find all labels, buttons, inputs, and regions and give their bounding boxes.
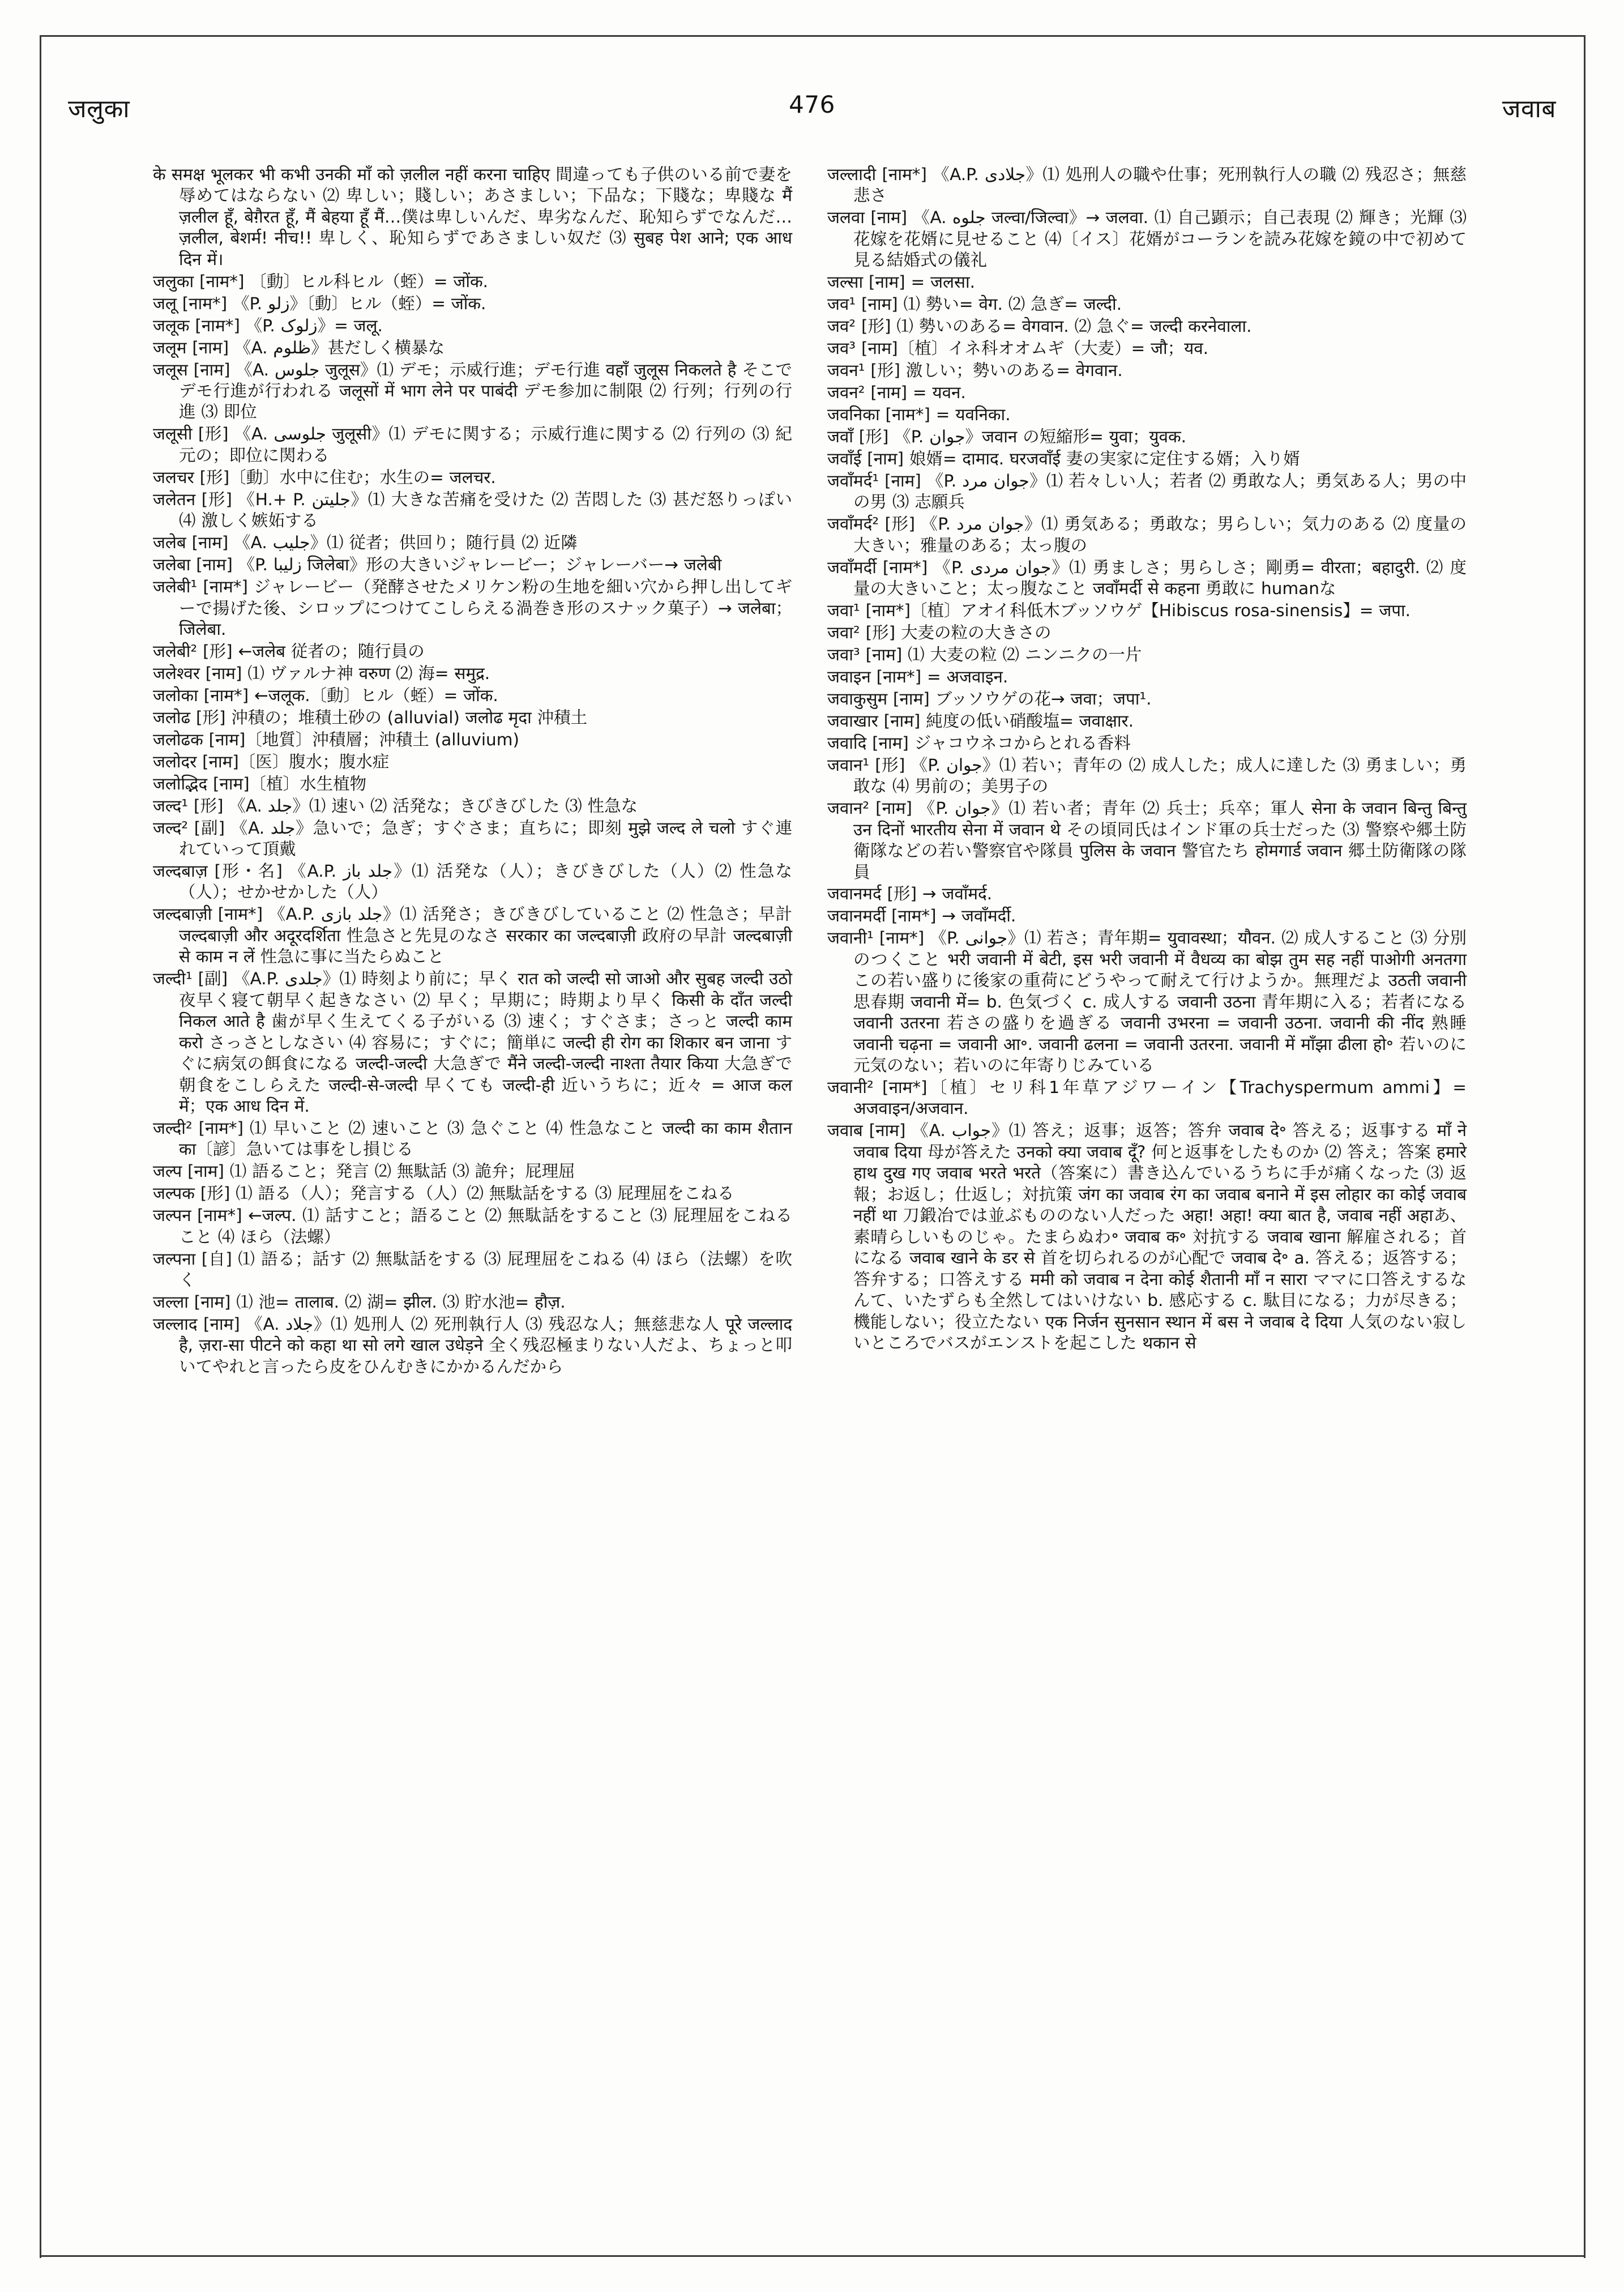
entry: जवा¹ [नाम*]〔植〕アオイ科低木ブッソウゲ【Hibiscus rosa-sinensis】= जपा. — [827, 601, 1411, 621]
entry: जल्पना [自] ⑴ 語る；話す ⑵ 無駄話をする ⑶ 屁理屈をこねる ⑷ ほら（法螺）を吹く — [153, 1249, 792, 1290]
entry: जल्लादी [नाम*] 《A.P. جلادی》⑴ 処刑人の職や仕事；死刑執行人の職 ⑵ 残忍さ；無慈悲さ — [827, 165, 1467, 206]
entry: जलचर [形]〔動〕水中に住む；水生の= जलचर. — [153, 467, 496, 487]
entry: जल्दबाज़ [形・名] 《A.P. جلد باز》⑴ 活発な（人）；きびきびした（人）⑵ 性急な（人）；せかせかした（人） — [153, 861, 792, 902]
entry: जवानमर्दी [नाम*] → जवाँमर्दी. — [827, 906, 1016, 926]
entry: जवाँ [形] 《P. جوان》जवान の短縮形= युवा；युवक. — [827, 426, 1186, 446]
entry: जवन¹ [形] 激しい；勢いのある= वेगवान. — [827, 361, 1123, 381]
entry: जलोढक [नाम]〔地質〕沖積層；沖積土 (alluvium) — [153, 729, 519, 749]
entry: जवानमर्द [形] → जवाँमर्द. — [827, 884, 993, 904]
entry: जलोका [नाम*] ←जलूक.〔動〕ヒル（蛭）= जोंक. — [153, 685, 498, 705]
entry: जलूसी [形] 《A. جلوسی जुलूसी》⑴ デモに関する；示威行進に関する ⑵ 行列の ⑶ 紀元の；即位に関わる — [153, 424, 792, 465]
entry: जलुका [नाम*] 〔動〕ヒル科ヒル（蛭）= जोंक. — [153, 271, 489, 291]
entry: जलूक [नाम*] 《P. زلوک》= जलू. — [153, 315, 383, 335]
running-head-left: जलुका — [68, 95, 130, 123]
entry: जलेतन [形] 《H.+ P. جلیتن》⑴ 大きな苦痛を受けた ⑵ 苦悶した ⑶ 甚だ怒りっぽい ⑷ 激しく嫉妬する — [153, 489, 793, 531]
entry: जवा² [形] 大麦の粒の大きさの — [827, 623, 1052, 643]
column-right — [827, 164, 1467, 1378]
running-head-right: जवाब — [1502, 95, 1556, 123]
entry: जवान¹ [形] 《P. جوان》⑴ 若い；青年の ⑵ 成人した；成人に達した ⑶ 勇ましい；勇敢な ⑷ 男前の；美男子の — [827, 755, 1467, 796]
entry: जल्सा [नाम] = जलसा. — [827, 272, 976, 292]
entry: के समक्ष भूलकर भी कभी उनकी माँ को ज़लील नहीं करना चाहिए 間違っても子供のいる前で妻を辱めてはならない ⑵ 卑しい；賤しい；あさましい；下品な；下賤な；卑賤な मैं ज़लील हूँ, बेग़ैरत हूँ, मैं बेहया हूँ मैं…僕は卑しいんだ、卑劣なんだ、恥知らずでなんだ… ज़लील, बेशर्म! नीच!! 卑しく、恥知らずであさましい奴だ ⑶ सुबह पेश आने; एक आध दिन में। — [153, 165, 792, 269]
running-head — [68, 91, 1556, 130]
entry: जलोद्भिद [नाम]〔植〕水生植物 — [153, 774, 367, 793]
entry: जवा³ [नाम] ⑴ 大麦の粒 ⑵ ニンニクの一片 — [827, 645, 1142, 664]
entry: जलूस [नाम] 《A. جلوس जुलूस》⑴ デモ；示威行進；デモ行進 वहाँ जुलूस निकलते है そこでデモ行進が行われる जलूसों में भाग लेने पर पाबंदी デモ参加に制限 ⑵ 行列；行列の行進 ⑶ 即位 — [153, 360, 792, 422]
entry: जल्पन [नाम*] ←जल्प. ⑴ 話すこと；語ること ⑵ 無駄話をすること ⑶ 屁理屈をこねること ⑷ ほら（法螺） — [153, 1206, 792, 1247]
entry: जल्दबाज़ी [नाम*] 《A.P. جلد بازی》⑴ 活発さ；きびきびしていること ⑵ 性急さ；早計 जल्दबाज़ी और अदूरदर्शिता 性急さと先見のなさ सरकार का जल्दबाज़ी 政府の早計 जल्दबाज़ी से काम न लें 性急に事に当たらぬこと — [153, 904, 792, 967]
page-border-right — [1584, 35, 1585, 2258]
entry: जवाकुसुम [नाम] ブッソウゲの花→ जवा；जपा¹. — [827, 689, 1152, 708]
entry: जवाब [नाम] 《A. جواب》⑴ 答え；返事；返答；答弁 जवाब दे॰ 答える；返事する माँ ने जवाब दिया 母が答えた उनको क्या जवाब दूँ? 何と返事をしたものか ⑵ 答え；答案 हमारे हाथ दुख गए जवाब भरते भरते（答案に）書き込んでいるうちに手が痛くなった ⑶ 返報；お返し；仕返し；対抗策 जंग का जवाब रंग का जवाब बनाने में इस लोहार का कोई जवाब नहीं था 刀鍛冶では並ぶもののない人だった अहा! अहा! क्या बात है, जवाब नहीं अहाあ、素晴らしいものじゃ。たまらぬわ॰ जवाब क॰ 対抗する जवाब खाना 解雇される；首になる जवाब खाने के डर से 首を切られるのが心配で जवाब दे॰ a. 答える；返答する；答弁する；口答えする ममी को जवाब न देना कोई शैतानी माँ न सारा ママに口答えするなんて、いたずらも全然してはいけない b. 感応する c. 駄目になる；力が尽きる；機能しない；役立たない एक निर्जन सुनसान स्थान में बस ने जवाब दे दिया 人気のない寂しいところでバスがエンストを起こした थकान से — [827, 1121, 1467, 1352]
page-border-left — [40, 35, 41, 2258]
entry: जव³ [नाम]〔植〕イネ科オオムギ（大麦）= जौ；यव. — [827, 339, 1209, 358]
entry: जलेश्वर [नाम] ⑴ ヴァルナ神 वरुण ⑵ 海= समुद्र. — [153, 663, 490, 683]
page-number: 476 — [789, 91, 835, 118]
entry: जवान² [नाम] 《P. جوان》⑴ 若い者；青年 ⑵ 兵士；兵卒；軍人 सेना के जवान बिन्तु बिन्तु उन दिनों भारतीय सेना में जवान थे その頃同氏はインド軍の兵士だった ⑶ 警察や郷土防衛隊などの若い警察官や隊員 पुलिस के जवान 警官たち होमगार्ड जवान 郷土防衛隊の隊員 — [827, 799, 1467, 882]
entry: जलेबा [नाम] 《P. زلیبا जिलेबा》形の大きいジャレービー；ジャレーバー→ जलेबी — [153, 555, 722, 575]
entry: जवादि [नाम] ジャコウネコからとれる香料 — [827, 733, 1131, 753]
entry: जवाँमर्द¹ [नाम] 《P. جوان مرد》⑴ 若々しい人；若者 ⑵ 勇敢な人；勇気ある人；男の中の男 ⑶ 志願兵 — [827, 471, 1467, 512]
entry: जवाइन [नाम*] = अजवाइन. — [827, 667, 1008, 686]
entry: जवाखार [नाम] 純度の低い硝酸塩= जवाक्षार. — [827, 711, 1134, 731]
entry: जलोढ [形] 沖積の；堆積土砂の (alluvial) जलोढ मृदा 沖積土 — [153, 707, 588, 727]
entry: जल्दी² [नाम*] ⑴ 早いこと ⑵ 速いこと ⑶ 急ぐこと ⑷ 性急なこと जल्दी का काम शैतान का〔諺〕急いては事をし損じる — [153, 1118, 792, 1159]
entry: जवन² [नाम] = यवन. — [827, 383, 966, 403]
page-border-bottom — [40, 2255, 1585, 2257]
entry: जल्लाद [नाम] 《A. جلاد》⑴ 処刑人 ⑵ 死刑執行人 ⑶ 残忍な人；無慈悲な人 पूरे जल्लाद है, ज़रा-सा पीटने को कहा था सो लगे खाल उधेड़ने 全く残忍極まりない人だよ、ちょっと叩いてやれと言ったら皮をひんむきにかかるんだから — [153, 1314, 792, 1376]
entry: जलेब [नाम] 《A. جلیب》⑴ 従者；供回り；随行員 ⑵ 近隣 — [153, 533, 578, 553]
entry: जवानी² [नाम*]〔植〕セリ科1年草アジワーイン【Trachyspermum ammi】= अजवाइन/अजवान. — [827, 1078, 1467, 1119]
entry: जलेबी² [形] ←जलेब 従者の；随行員の — [153, 641, 425, 661]
entry: जलूम [नाम] 《A. ظلوم》甚だしく横暴な — [153, 338, 445, 357]
entry: जवनिका [नाम*] = यवनिका. — [827, 404, 1011, 424]
entry: जवानी¹ [नाम*] 《P. جوانی》⑴ 若さ；青年期= युवावस्था；यौवन. ⑵ 成人すること ⑶ 分別のつくこと भरी जवानी में बेटी, इस भरी जवानी में वैधव्य का बोझ तुम सह नहीं पाओगी अनतगा この若い盛りに後家の重荷にどうやって耐えて行けようか。無理だよ उठती जवानी 思春期 जवानी में= b. 色気づく c. 成人する जवानी उठना 青年期に入る；若者になる जवानी उतरना 若さの盛りを過ぎる जवानी उभरना = जवानी उठना. जवानी की नींद 熟睡 जवानी चढ़ना = जवानी आ॰. जवानी ढलना = जवानी उतरना. जवानी में माँझा ढीला हो॰ 若いのに元気のない；若いのに年寄りじみている — [827, 928, 1467, 1075]
entry: जल्द¹ [形] 《A. جلد》⑴ 速い ⑵ 活発な；きびきびした ⑶ 性急な — [153, 796, 638, 816]
entry: जलेबी¹ [नाम*] ジャレービー（発酵させたメリケン粉の生地を細い穴から押し出してギーで揚げた後、シロップにつけてこしらえる渦巻き形のスナック菓子）→ जलेबा；जिलेबा. — [153, 577, 792, 639]
entry: जलोदर [नाम]〔医〕腹水；腹水症 — [153, 752, 390, 771]
entry: जवाँई [नाम] 娘婿= दामाद. घरजवाँई 妻の実家に定住する婿；入り婿 — [827, 449, 1300, 468]
entry: जलवा [नाम] 《A. جلوه जल्वा/जिल्वा》→ जलवा. ⑴ 自己顕示；自己表現 ⑵ 輝き；光輝 ⑶ 花嫁を花婿に見せること ⑷〔イス〕花婿がコーランを読み花嫁を鏡の中で初めて見る結婚式の儀礼 — [827, 208, 1467, 270]
entry: जल्प [नाम] ⑴ 語ること；発言 ⑵ 無駄話 ⑶ 詭弁；屁理屈 — [153, 1162, 575, 1181]
entry: जल्ला [नाम] ⑴ 池= तालाब. ⑵ 湖= झील. ⑶ 貯水池= हौज़. — [153, 1292, 566, 1312]
entry: जल्दी¹ [副] 《A.P. جلدی》⑴ 時刻より前に；早く रात को जल्दी सो जाओ और सुबह जल्दी उठो 夜早く寝て朝早く起きなさい ⑵ 早く；早期に；時期より早く किसी के दाँत जल्दी निकल आते है 歯が早く生えてくる子がいる ⑶ 速く；すぐさま；さっと जल्दी काम करो さっさとしなさい ⑷ 容易に；すぐに；簡単に जल्दी ही रोग का शिकार बन जाना すぐに病気の餌食になる जल्दी-जल्दी 大急ぎで मैंने जल्दी-जल्दी नाश्ता तैयार किया 大急ぎで朝食をこしらえた जल्दी-से-जल्दी 早くても जल्दी-ही 近いうちに；近々 = आज कल में；एक आध दिन में. — [153, 969, 792, 1116]
entry: जवाँमर्द² [形] 《P. جوان مرد》⑴ 勇気ある；勇敢な；男らしい；気力のある ⑵ 度量の大きい；雅量のある；太っ腹の — [827, 514, 1467, 555]
body-columns — [153, 164, 1467, 1378]
entry: जलू [नाम*] 《P. زلو》〔動〕ヒル（蛭）= जोंक. — [153, 293, 486, 313]
page-border-top — [40, 35, 1585, 37]
entry: जल्द² [副] 《A. جلد》急いで；急ぎ；すぐさま；直ちに；即刻 मुझे जल्द ले चलो すぐ連れていって頂戴 — [153, 818, 792, 859]
entry: जव² [形] ⑴ 勢いのある= वेगवान. ⑵ 急ぐ= जल्दी करनेवाला. — [827, 317, 1252, 336]
entry: जल्पक [形] ⑴ 語る（人）；発言する（人）⑵ 無駄話をする ⑶ 屁理屈をこねる — [153, 1184, 734, 1203]
entry: जवाँमर्दी [नाम*] 《P. جوان مردی》⑴ 勇ましさ；男らしさ；剛勇= वीरता；बहादुरी. ⑵ 度量の大きいこと；太っ腹なこと जवाँमर्दी से कहना 勇敢に humanな — [827, 557, 1467, 599]
column-left — [153, 164, 792, 1378]
entry: जव¹ [नाम] ⑴ 勢い= वेग. ⑵ 急ぎ= जल्दी. — [827, 294, 1122, 314]
